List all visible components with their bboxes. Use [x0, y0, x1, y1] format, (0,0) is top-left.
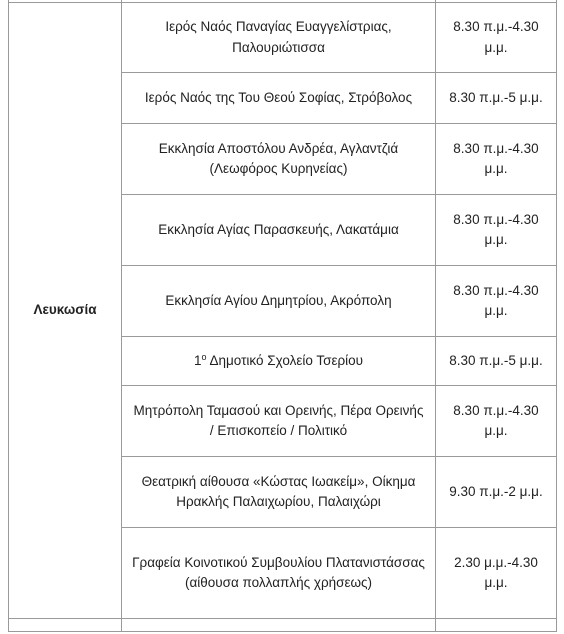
table-row: [9, 3, 557, 73]
vaccination-points-table: [8, 0, 557, 632]
place-name: Δημοτικό Σχολείο Τσερίου: [206, 352, 364, 368]
place-cell: Ιερός Ναός Παναγίας Ευαγγελίστριας, Παλουριώτισσα: [122, 3, 436, 73]
hours-cell-bottom: [436, 619, 557, 632]
ordinal-superscript: ο: [201, 351, 207, 362]
place-number: 1: [193, 352, 202, 368]
place-cell: Μητρόπολη Ταμασού και Ορεινής, Πέρα Ορεινής / Επισκοπείο / Πολιτικό: [122, 386, 436, 457]
hours-cell: 2.30 μ.μ.-4.30 μ.μ.: [436, 528, 557, 619]
place-cell: [122, 337, 436, 386]
place-cell: Θεατρική αίθουσα «Κώστας Ιωακείμ», Οίκημα Ηρακλής Παλαιχωρίου, Παλαιχώρι: [122, 457, 436, 528]
region-cell: Λευκωσία: [9, 3, 122, 619]
region-cell-bottom: [9, 619, 122, 632]
hours-cell: 8.30 π.μ.-4.30 μ.μ.: [436, 266, 557, 337]
table-row-continued-bottom: [9, 619, 557, 632]
hours-cell: 8.30 π.μ.-4.30 μ.μ.: [436, 386, 557, 457]
hours-cell: 8.30 π.μ.-4.30 μ.μ.: [436, 124, 557, 195]
place-cell: Εκκλησία Αγίου Δημητρίου, Ακρόπολη: [122, 266, 436, 337]
hours-cell: 8.30 π.μ.-5 μ.μ.: [436, 337, 557, 386]
place-cell: Ιερός Ναός της Του Θεού Σοφίας, Στρόβολος: [122, 73, 436, 124]
place-cell: Εκκλησία Αγίας Παρασκευής, Λακατάμια: [122, 195, 436, 266]
place-cell: Γραφεία Κοινοτικού Συμβουλίου Πλατανιστάσσας (αίθουσα πολλαπλής χρήσεως): [122, 528, 436, 619]
hours-cell: 9.30 π.μ.-2 μ.μ.: [436, 457, 557, 528]
hours-cell: 8.30 π.μ.-5 μ.μ.: [436, 73, 557, 124]
place-cell-bottom: [122, 619, 436, 632]
hours-cell: 8.30 π.μ.-4.30 μ.μ.: [436, 195, 557, 266]
hours-cell: 8.30 π.μ.-4.30 μ.μ.: [436, 3, 557, 73]
place-cell: Εκκλησία Αποστόλου Ανδρέα, Αγλαντζιά (Λεωφόρος Κυρηνείας): [122, 124, 436, 195]
